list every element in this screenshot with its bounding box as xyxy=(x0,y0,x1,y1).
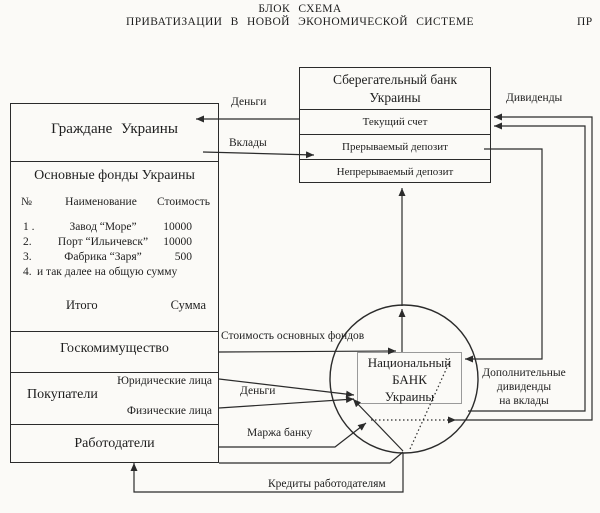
label-money-top: Деньги xyxy=(231,96,267,108)
citizens-title: Граждане Украины xyxy=(51,121,178,137)
line-employers-to-circle xyxy=(219,452,403,463)
national-bank-line2: БАНК xyxy=(392,372,427,387)
row-value: 500 xyxy=(174,251,192,263)
national-bank-line1: Национальный xyxy=(367,355,452,370)
row-interruptible-deposit: Прерываемый депозит xyxy=(300,134,490,160)
label-extra-dividends-line2: дивиденды xyxy=(496,381,552,393)
section-state-property: Госкомимущество xyxy=(60,341,169,356)
funds-row xyxy=(11,266,218,281)
funds-row xyxy=(11,221,218,236)
funds-row xyxy=(11,236,218,251)
divider xyxy=(11,331,218,332)
savings-bank-title-line1: Сберегательный банк xyxy=(332,72,458,87)
funds-col-num: № xyxy=(21,196,32,208)
section-legal-entities: Юридические лица xyxy=(117,375,212,387)
citizens-funds-box xyxy=(10,103,219,463)
clipped-corner-text: ПР xyxy=(577,16,593,28)
label-deposits: Вклады xyxy=(229,137,267,149)
section-employers: Работодатели xyxy=(74,436,155,451)
row-name: и так далее на общую сумму xyxy=(37,266,178,278)
label-extra-dividends-line1: Дополнительные xyxy=(482,367,566,379)
divider xyxy=(11,161,218,162)
label-asset-value: Стоимость основных фондов xyxy=(221,330,365,342)
national-bank-line3: Украины xyxy=(384,389,435,404)
row-num: 2. xyxy=(23,236,32,248)
label-dividends: Дивиденды xyxy=(506,92,563,104)
funds-total-label: Итого xyxy=(66,298,98,312)
label-employer-credits: Кредиты работодателям xyxy=(268,478,386,490)
row-value: 10000 xyxy=(163,236,192,248)
label-extra-dividends-line3: на вклады xyxy=(499,395,549,407)
funds-col-name: Наименование xyxy=(65,196,137,208)
page-title-line2: ПРИВАТИЗАЦИИ В НОВОЙ ЭКОНОМИЧЕСКОЙ СИСТЕМЕ xyxy=(126,16,474,28)
funds-col-value: Стоимость xyxy=(157,196,210,208)
row-num: 3. xyxy=(23,251,32,263)
national-bank-box xyxy=(357,352,462,404)
row-current-account: Текущий счет xyxy=(300,109,490,135)
section-buyers: Покупатели xyxy=(27,387,98,402)
row-name: Порт “Ильичевск” xyxy=(57,236,149,248)
savings-bank-title xyxy=(300,68,490,107)
label-bank-margin: Маржа банку xyxy=(247,427,313,439)
arrow-money-individuals xyxy=(219,399,354,408)
funds-total-value: Сумма xyxy=(170,298,206,312)
row-name: Завод “Море” xyxy=(69,221,137,233)
label-extra-dividends xyxy=(471,366,577,408)
row-name: Фабрика “Заря” xyxy=(64,251,142,263)
arrow-deposits xyxy=(203,152,314,155)
funds-row xyxy=(11,251,218,266)
funds-title: Основные фонды Украины xyxy=(34,168,195,183)
page-title-line1: БЛОК СХЕМА xyxy=(258,3,342,15)
divider xyxy=(11,372,218,373)
row-value: 10000 xyxy=(163,221,192,233)
label-money-buyers: Деньги xyxy=(240,385,276,397)
row-num: 4. xyxy=(23,266,32,278)
section-individuals: Физические лица xyxy=(126,405,212,417)
savings-bank-title-line2: Украины xyxy=(369,90,421,105)
row-num: 1 . xyxy=(23,221,35,233)
savings-bank-box xyxy=(299,67,491,183)
row-noninterruptible-deposit: Непрерываемый депозит xyxy=(300,159,490,185)
arrow-vertex-to-box xyxy=(353,399,403,451)
divider xyxy=(11,424,218,425)
